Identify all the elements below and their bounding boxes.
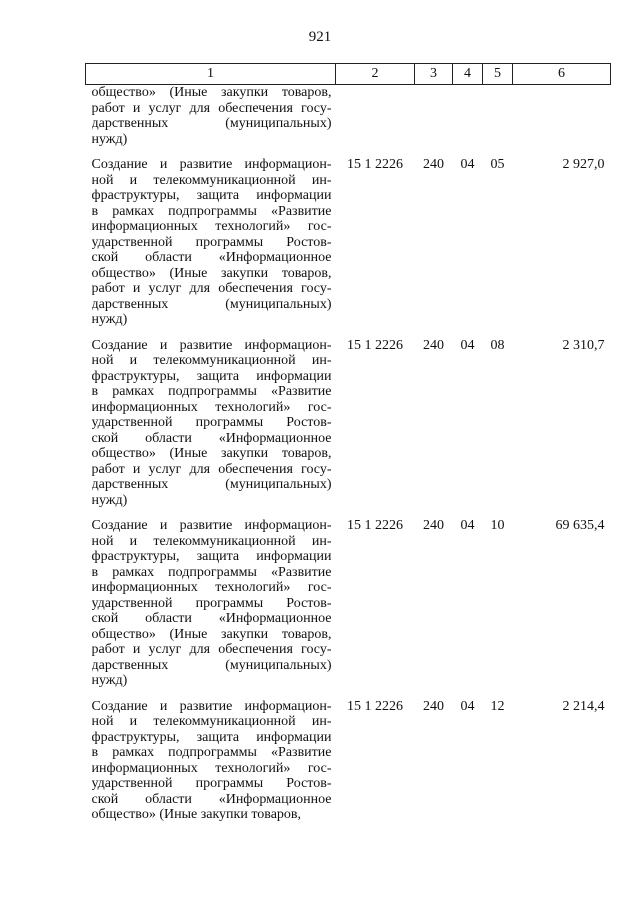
description-line: дарственных (муниципальных): [91, 296, 332, 312]
row-description: [86, 338, 336, 519]
description-line: нужд): [91, 492, 128, 508]
row-description: [86, 518, 336, 699]
description-line: Создание и развитие информацион-: [91, 157, 332, 172]
description-line: в рамках подпрограммы «Развитие: [91, 745, 332, 760]
description-line: ударственной программы Ростов-: [91, 776, 332, 791]
subsection-code: 05: [490, 157, 505, 172]
amount-value: 2 214,4: [562, 698, 605, 714]
description-line: Создание и развитие информацион-: [91, 698, 332, 714]
section-code: 04: [460, 518, 475, 533]
description-line: ной и телекоммуникационной ин-: [91, 533, 332, 549]
description-line: ской области «Информационное: [91, 250, 332, 265]
description-line: фраструктуры, защита информации: [91, 188, 332, 203]
description-line: ной и телекоммуникационной ин-: [91, 714, 332, 729]
table-body: [86, 85, 611, 833]
description-line: общество» (Иные закупки товаров,: [91, 807, 302, 822]
expense-type-code: [415, 85, 453, 158]
subsection-code: 08: [490, 337, 505, 353]
column-header-3: 3: [415, 64, 453, 85]
description-line: Создание и развитие информацион-: [91, 337, 332, 353]
expense-type-code: 240: [423, 518, 444, 533]
description-line: фраструктуры, защита информации: [91, 368, 332, 384]
description-line: работ и услуг для обеспечения госу-: [91, 642, 332, 657]
table-row: [86, 157, 611, 338]
column-header-5: 5: [483, 64, 513, 85]
description-line: нужд): [91, 673, 128, 688]
subsection-code: 12: [490, 698, 505, 714]
description-line: нужд): [91, 312, 128, 327]
description-line: дарственных (муниципальных): [91, 116, 332, 131]
description-line: ской области «Информационное: [91, 791, 332, 807]
expense-type-code: 240: [423, 337, 444, 353]
table-header-row: [86, 64, 611, 85]
column-header-2: 2: [336, 64, 415, 85]
table-row: [86, 518, 611, 699]
description-line: ударственной программы Ростов-: [91, 595, 332, 611]
column-header-6: 6: [513, 64, 611, 85]
description-line: информационных технологий» гос-: [91, 580, 332, 595]
description-line: Создание и развитие информацион-: [91, 518, 332, 533]
expense-type-code: 240: [423, 698, 444, 714]
description-line: дарственных (муниципальных): [91, 657, 332, 673]
description-line: фраструктуры, защита информации: [91, 729, 332, 745]
subsection-code: [483, 85, 513, 158]
description-line: общество» (Иные закупки товаров,: [91, 265, 332, 281]
amount-value: [513, 85, 611, 158]
description-line: информационных технологий» гос-: [91, 399, 332, 415]
description-line: ной и телекоммуникационной ин-: [91, 353, 332, 368]
section-code: 04: [460, 157, 475, 172]
table-row: [86, 85, 611, 158]
column-header-1: 1: [86, 64, 336, 85]
description-line: работ и услуг для обеспечения госу-: [91, 281, 332, 296]
description-line: работ и услуг для обеспечения госу-: [91, 100, 332, 116]
target-article-code: 15 1 2226: [347, 698, 403, 714]
description-line: фраструктуры, защита информации: [91, 549, 332, 564]
description-line: работ и услуг для обеспечения госу-: [91, 461, 332, 477]
description-line: нужд): [91, 131, 128, 147]
subsection-code: 10: [490, 518, 505, 533]
expense-type-code: 240: [423, 157, 444, 172]
row-description: [86, 157, 336, 338]
description-line: ской области «Информационное: [91, 430, 332, 446]
description-line: ударственной программы Ростов-: [91, 234, 332, 250]
description-line: общество» (Иные закупки товаров,: [91, 85, 332, 100]
row-description: [86, 85, 336, 158]
table-row: [86, 699, 611, 833]
description-line: в рамках подпрограммы «Развитие: [91, 564, 332, 580]
description-line: в рамках подпрограммы «Развитие: [91, 384, 332, 399]
target-article-code: 15 1 2226: [347, 157, 403, 172]
section-code: 04: [460, 698, 475, 714]
amount-value: 2 310,7: [562, 337, 605, 353]
section-code: [453, 85, 483, 158]
description-line: дарственных (муниципальных): [91, 477, 332, 492]
budget-table: [85, 63, 611, 833]
amount-value: 69 635,4: [555, 518, 605, 533]
description-line: ской области «Информационное: [91, 611, 332, 626]
column-header-4: 4: [453, 64, 483, 85]
amount-value: 2 927,0: [562, 157, 605, 172]
description-line: информационных технологий» гос-: [91, 760, 332, 776]
target-article-code: [336, 85, 415, 158]
description-line: информационных технологий» гос-: [91, 219, 332, 234]
description-line: в рамках подпрограммы «Развитие: [91, 203, 332, 219]
description-line: общество» (Иные закупки товаров,: [91, 446, 332, 461]
table-row: [86, 338, 611, 519]
target-article-code: 15 1 2226: [347, 337, 403, 353]
page-number: 921: [308, 29, 332, 45]
target-article-code: 15 1 2226: [347, 518, 403, 533]
description-line: ударственной программы Ростов-: [91, 415, 332, 430]
description-line: ной и телекоммуникационной ин-: [91, 172, 332, 188]
description-line: общество» (Иные закупки товаров,: [91, 626, 332, 642]
row-description: [86, 699, 336, 833]
section-code: 04: [460, 337, 475, 353]
